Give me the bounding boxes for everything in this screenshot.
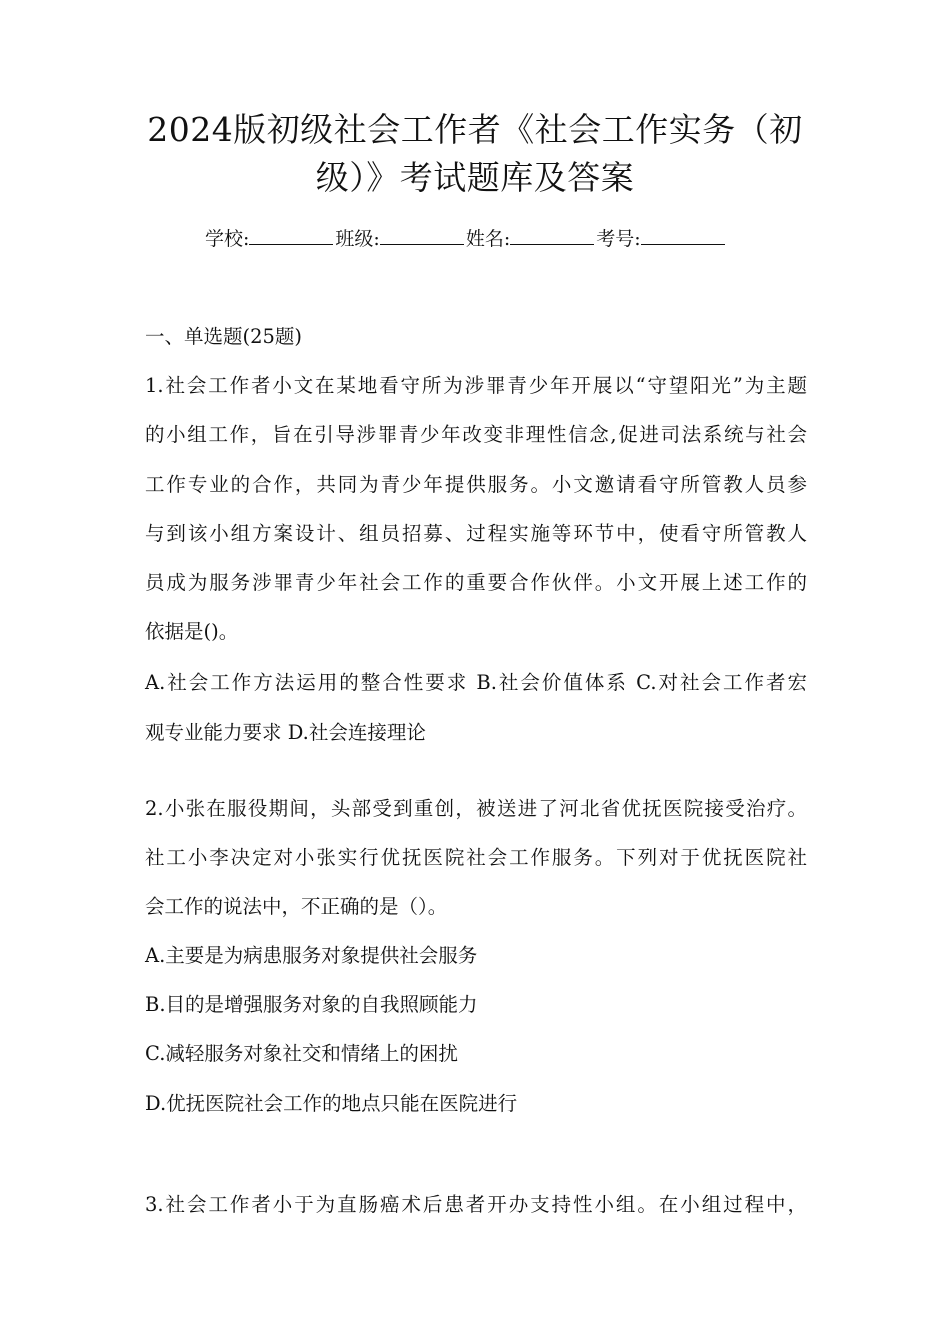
q2-line-2: 社工小李决定对小张实行优抚医院社会工作服务。下列对于优抚医院社 (145, 846, 807, 869)
id-label: 考号: (596, 228, 641, 250)
q1-line-5: 员成为服务涉罪青少年社会工作的重要合作伙伴。小文开展上述工作的 (145, 571, 807, 594)
q1-line-6: 依据是()。 (145, 620, 239, 643)
q2-option-c: C.减轻服务对象社交和情绪上的困扰 (145, 1042, 458, 1065)
q1-line-2: 的小组工作，旨在引导涉罪青少年改变非理性信念,促进司法系统与社会 (145, 423, 807, 446)
student-info-row (205, 224, 727, 253)
q2-line-3: 会工作的说法中，不正确的是（）。 (145, 895, 448, 918)
document-title-line-2: 级）》考试题库及答案 (315, 158, 635, 197)
school-label: 学校: (205, 228, 250, 250)
q3-line-1: 3.社会工作者小于为直肠癌术后患者开办支持性小组。在小组过程中， (145, 1193, 807, 1216)
q2-option-a: A.主要是为病患服务对象提供社会服务 (145, 944, 478, 967)
q2-option-d: D.优抚医院社会工作的地点只能在医院进行 (145, 1092, 518, 1115)
q2-option-b: B.目的是增强服务对象的自我照顾能力 (145, 993, 478, 1016)
class-label: 班级: (335, 228, 380, 250)
name-blank (510, 224, 594, 245)
q1-options-line-2: 观专业能力要求 D.社会连接理论 (145, 721, 426, 744)
school-blank (249, 224, 333, 245)
section-heading: 一、单选题(25题) (145, 325, 303, 348)
name-label: 姓名: (465, 228, 511, 250)
q2-line-1: 2.小张在服役期间，头部受到重创，被送进了河北省优抚医院接受治疗。 (145, 797, 807, 820)
q1-line-3: 工作专业的合作，共同为青少年提供服务。小文邀请看守所管教人员参 (145, 473, 807, 496)
q1-line-1: 1.社会工作者小文在某地看守所为涉罪青少年开展以“守望阳光”为主题 (145, 374, 807, 397)
id-blank (641, 224, 725, 245)
document-title-line-1: 2024版初级社会工作者《社会工作实务（初 (147, 110, 803, 149)
q1-options-line-1: A.社会工作方法运用的整合性要求 B.社会价值体系 C.对社会工作者宏 (145, 671, 807, 694)
q1-line-4: 与到该小组方案设计、组员招募、过程实施等环节中，使看守所管教人 (145, 522, 807, 545)
class-blank (380, 224, 464, 245)
